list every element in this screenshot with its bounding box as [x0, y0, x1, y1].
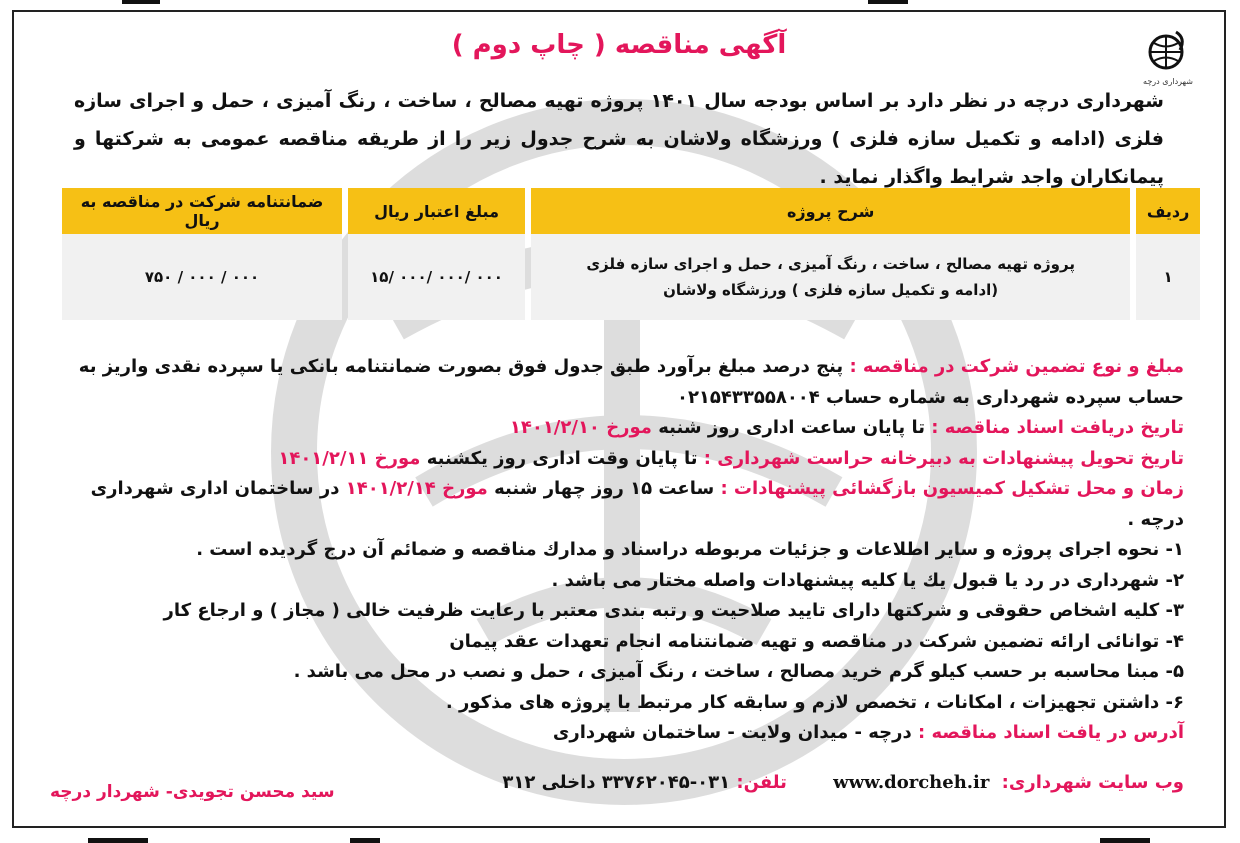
- cell-credit: ۰۰۰ /۰۰۰ /۰۰۰ /۱۵: [348, 234, 525, 320]
- table-header-row: [62, 188, 1200, 234]
- opening-date: مورخ ۱۴۰۱/۲/۱۴: [345, 478, 488, 499]
- header-credit: مبلغ اعتبار ریال: [348, 188, 525, 234]
- signature: سید محسن تجویدی- شهردار درچه: [50, 782, 335, 802]
- description-line-1: پروژه تهیه مصالح ، ساخت ، رنگ آمیزی ، حمل و اجرای سازه فلزی: [586, 255, 1075, 273]
- opening-paragraph: [58, 474, 1184, 535]
- logo-caption: شهرداری درچه: [1143, 77, 1193, 86]
- top-crop-mark-right: [868, 0, 908, 4]
- address-text: درچه - میدان ولایت - ساختمان شهرداری: [552, 722, 912, 743]
- address-label: آدرس در یافت اسناد مناقصه :: [917, 722, 1184, 743]
- tender-details: [58, 352, 1184, 749]
- website-link[interactable]: www.dorcheh.ir: [833, 772, 990, 793]
- project-table: [56, 188, 1206, 320]
- condition-item-3: ۳- كلیه اشخاص حقوقی و شركتها دارای تایید صلاحیت و رتبه بندی معتبر با رعایت ظرفیت خالی ( مجاز ) و ارجاع كار: [163, 600, 1184, 621]
- guarantee-label: مبلغ و نوع تضمین شرکت در مناقصه :: [849, 356, 1184, 377]
- bottom-crop-mark-middle: [350, 838, 380, 843]
- condition-item-2: ۲- شهرداری در رد یا قبول یك یا كلیه پیشنهادات واصله مختار می باشد .: [551, 569, 1184, 591]
- cell-row-number: ۱: [1136, 234, 1200, 320]
- deliver-paragraph: [58, 444, 1184, 475]
- bottom-crop-mark-right: [1100, 838, 1150, 843]
- guarantee-text: پنج درصد مبلغ برآورد طبق جدول فوق بصورت ضمانتنامه بانکی یا سپرده نقدی واریز به حساب سپرده شهرداری به شماره حساب ۰۲۱۵۴۳۳۵۵۸۰۰۴: [78, 356, 1184, 408]
- cell-guarantee: ۰۰۰ / ۰۰۰ / ۷۵۰: [62, 234, 342, 320]
- notice-title: آگهی مناقصه ( چاپ دوم ): [451, 30, 787, 60]
- header-description: شرح پروژه: [531, 188, 1130, 234]
- opening-label: زمان و محل تشکیل کمیسیون بازگشائی پیشنهادات :: [720, 478, 1184, 499]
- receive-paragraph: [58, 413, 1184, 444]
- header-row-number: ردیف: [1136, 188, 1200, 234]
- contact-line: [502, 772, 1184, 793]
- deliver-text: تا پایان وقت اداری روز یکشنبه: [426, 447, 698, 469]
- header-guarantee: ضمانتنامه شرکت در مناقصه به ریال: [62, 188, 342, 234]
- bottom-crop-mark-left: [88, 838, 148, 843]
- phone-label: تلفن:: [736, 772, 787, 793]
- top-crop-mark-left: [122, 0, 160, 4]
- guarantee-paragraph: [58, 352, 1184, 413]
- receive-date: مورخ ۱۴۰۱/۲/۱۰: [509, 417, 652, 438]
- cell-description: [531, 234, 1130, 320]
- receive-label: تاریخ دریافت اسناد مناقصه :: [931, 417, 1184, 438]
- opening-text-1: ساعت ۱۵ روز چهار شنبه: [494, 478, 715, 499]
- condition-item-5: ۵- مبنا محاسبه بر حسب كیلو گرم خرید مصالح ، ساخت ، رنگ آمیزی ، حمل و نصب در محل می باشد .: [293, 661, 1184, 682]
- phone-number: ۰۳۱-۳۳۷۶۲۰۴۵ داخلی ۳۱۲: [502, 772, 731, 793]
- website-label: وب سایت شهرداری:: [1001, 772, 1184, 793]
- condition-item-6: ۶- داشتن تجهیزات ، امكانات ، تخصص لازم و سابقه كار مرتبط با پروژه های مذكور .: [445, 691, 1184, 713]
- opening-text-2: در ساختمان اداری شهرداری درچه .: [90, 478, 1184, 530]
- address-paragraph: [58, 718, 1184, 749]
- condition-item-4: ۴- توانائی ارائه تضمین شركت در مناقصه و تهیه ضمانتنامه انجام تعهدات عقد پیمان: [449, 630, 1184, 652]
- table-row: [62, 234, 1200, 320]
- deliver-label: تاریخ تحویل پیشنهادات به دبیرخانه حراست شهرداری :: [703, 447, 1184, 469]
- condition-item-1: ۱- نحوه اجرای پروژه و سایر اطلاعات و جزئیات مربوطه دراسناد و مدارك مناقصه و ضمائم آن درج گردیده است .: [196, 539, 1184, 560]
- intro-paragraph: شهرداری درچه در نظر دارد بر اساس بودجه سال ۱۴۰۱ پروژه تهیه مصالح ، ساخت ، رنگ آمیزی ، حمل و اجرای سازه فلزی (ادامه و تکمیل سازه فلزی ) ورزشگاه ولاشان به شرح جدول زیر را از طریقه مناقصه عمومی به شرکتها و پیمانکاران واجد شرایط واگذار نماید .: [74, 90, 1164, 188]
- notice-frame: [12, 10, 1226, 828]
- deliver-date: مورخ ۱۴۰۱/۲/۱۱: [278, 447, 421, 469]
- description-line-2: (ادامه و تکمیل سازه فلزی ) ورزشگاه ولاشان: [663, 281, 999, 299]
- receive-text: تا پایان ساعت اداری روز شنبه: [658, 417, 925, 438]
